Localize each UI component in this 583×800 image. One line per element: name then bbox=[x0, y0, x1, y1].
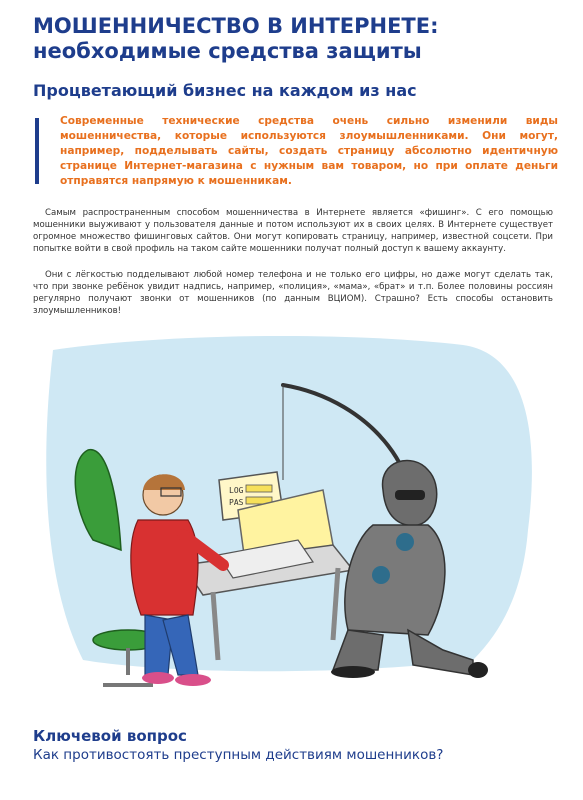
key-question-text: Как противостоять преступным действиям мошенников? bbox=[33, 747, 444, 763]
page-subtitle: Процветающий бизнес на каждом из нас bbox=[33, 81, 417, 100]
sign-text-password: PAS bbox=[229, 498, 244, 507]
body-paragraph-1: Самым распространенным способом мошенничества в Интернете является «фишинг». С его помощью мошенники выуживают у пользователя данные и потом используют их в своих целях. В Интернете существует огромное множество фишинговых сайтов. Они могут копировать страницу, например, известной соцсети. При попытке войти в свой профиль на таком сайте мошенники получат полный доступ к вашему аккаунту. bbox=[33, 208, 553, 254]
title-line-2: необходимые средства защиты bbox=[33, 39, 422, 63]
title-line-1: МОШЕННИЧЕСТВО В ИНТЕРНЕТЕ: bbox=[33, 14, 439, 38]
page-title bbox=[33, 14, 563, 64]
lead-accent-bar bbox=[35, 118, 39, 184]
key-question-heading: Ключевой вопрос bbox=[33, 727, 187, 745]
phishing-illustration bbox=[33, 330, 553, 710]
lead-paragraph: Современные технические средства очень сильно изменили виды мошенничества, которые используются злоумышленниками. Они могут, например, подделывать сайты, создать страницу абсолютно идентичную странице Интернет-магазина с нужным вам товаром, но при оплате деньги отправятся напрямую к мошенникам. bbox=[60, 115, 558, 187]
sign-text-login: LOG bbox=[229, 486, 244, 495]
body-paragraph-2: Они с лёгкостью подделывают любой номер телефона и не только его цифры, но даже могут сделать так, что при звонке ребёнок увидит надпись, например, «полиция», «мама», «брат» и т.п. Более половины россиян регулярно получают звонки от мошенников (по данным ВЦИОМ). Страшно? Есть способы остановить злоумышленников! bbox=[33, 270, 553, 316]
